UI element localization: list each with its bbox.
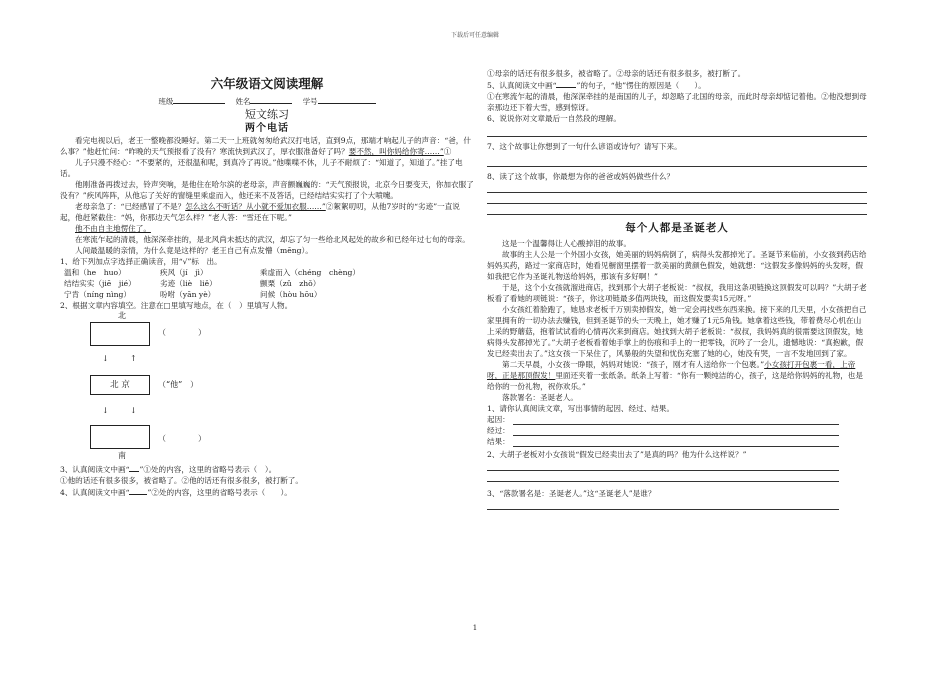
question-5-options: ①在寒流乍起的清晨，他深深牵挂的是南国的儿子，却忽略了北国的母亲，而此时母亲却惦记着他。②他没想到母亲那边还下着大雪，感到惊讶。 — [487, 92, 867, 112]
story-paragraph: 人间最温暖的亲情，为什么竟是这样的？老王自己有点发懵（mēng）。 — [75, 246, 313, 255]
answer-line[interactable] — [487, 182, 867, 193]
pinyin-item[interactable]: 乘虚而入（chéng chèng） — [260, 268, 360, 277]
answer-line[interactable] — [513, 438, 839, 447]
beijing-label: 北 京 — [110, 380, 130, 390]
question-5: 5、认真阅读文中画“ ”的句子，“他”愣住的原因是（ ）。 — [487, 81, 706, 90]
story2-paragraph: 于是，这个小女孩就溜进商店，找到那个大胡子老板说：“叔叔，我用这条项链换这顶假发可以吗？”大胡子老板看了看她的项链说：“孩子，你这项链最多值两块钱，而这假发要卖15元呀。” — [487, 283, 867, 303]
story-paragraph: 他刚准备再拨过去，铃声突响，是他住在哈尔滨的老母亲，声音颤巍巍的：“天气预报说，北京今日要变天，你加衣服了没有？”疾风阵阵，从他忘了关好的窗缝里乘虚而入，他还来不及答话，已经结结实实打了个大喷嚏。 — [60, 180, 474, 200]
south-person-paren[interactable]: （ ） — [158, 434, 206, 443]
pinyin-item[interactable]: 疾风（jí jì） — [160, 268, 208, 277]
name-label: 姓名 — [235, 97, 251, 106]
question-7: 7、这个故事让你想到了一句什么谚语或诗句？请写下来。 — [487, 142, 682, 151]
question-6: 6、说说你对文章最后一自然段的理解。 — [487, 114, 621, 123]
answer-line[interactable] — [513, 427, 839, 436]
story-paragraph: 儿子只漫不经心：“不要紧的，还很温和呢，到真冷了再说。”他喋喋不休，儿子不耐烦了：“知道了，知道了。”挂了电话。 — [60, 158, 463, 178]
story-body — [60, 135, 474, 256]
answer-line[interactable] — [487, 471, 839, 482]
south-box[interactable] — [90, 425, 150, 449]
answer-row-result: 结果： — [487, 436, 867, 447]
page-number: 1 — [472, 624, 478, 632]
class-input[interactable] — [173, 95, 225, 104]
answer-row-process: 经过： — [487, 425, 867, 436]
story-paragraph: 看完电视以后，老王一整晚都没睡好。第二天一上班就匆匆给武汉打电话，直到9点，那端才响起儿子的声音：“爸，什么事？”他赶忙问：“昨晚的天气预报看了没有？寒流快到武汉了，厚衣服准备好了吗？要不然，叫你妈给你寄……”① — [60, 136, 471, 156]
class-info-line — [60, 95, 474, 107]
answer-line[interactable] — [487, 204, 867, 215]
arrow-up-icon: ↑ — [130, 354, 137, 363]
story-paragraph: 老母亲急了：“已经感冒了不是？怎么这么不听话？从小就不爱加衣服……”②絮絮叨叨，从他7岁时的“劣迹”一直说起，他赶紧截住：“妈，你那边天气怎么样？”老人答：“雪还在下呢。” — [60, 202, 460, 222]
pinyin-item[interactable]: 结结实实（jiē jié） — [64, 279, 136, 288]
header-note: 下载后可任意编辑 — [450, 32, 499, 39]
answer-line[interactable] — [487, 460, 839, 471]
question-4: 4、认真阅读文中画“ ”②处的内容，这里的省略号表示（ ）。 — [60, 488, 292, 497]
answer-row-cause: 起因： — [487, 414, 867, 425]
section-title: 短文练习 — [245, 108, 289, 121]
north-box[interactable] — [90, 322, 150, 346]
right-column — [487, 68, 867, 510]
id-label: 学号 — [302, 97, 318, 106]
pinyin-item[interactable]: 温和（he huo） — [64, 268, 126, 277]
story2-question-1: 1、请你认真阅读文章，写出事情的起因、经过、结果。 — [487, 404, 675, 413]
story2-body — [487, 238, 867, 403]
pinyin-item[interactable]: 宁肯（níng nìng） — [64, 290, 131, 299]
story-title: 两个电话 — [245, 123, 289, 134]
answer-line[interactable] — [487, 193, 867, 204]
question-8: 8、读了这个故事，你最想为你的爸爸或妈妈做些什么？ — [487, 172, 675, 181]
pinyin-item[interactable]: 劣迹（liè liě） — [160, 279, 217, 288]
story2-paragraph: 小女孩红着脸跑了，她恳求老板千万别卖掉假发，她一定会再找些东西来换。接下来的几天里，小女孩把自己家里拥有的一切办法去赚钱，但到圣诞节的头一天晚上，她才赚了1元5角钱。她拿着这些钱，带着费尽心机在山上采的野蘑菇，抱着试试看的心情再次来到商店。她找到大胡子老板说：“叔叔，我妈妈真的很需要这顶假发，她病得头发都掉光了。”大胡子老板看着她手掌上的伤痕和手上的一把零钱，沉吟了一会儿，遗憾地说：“真抱歉，假发已经卖出去了。”这女孩一下呆住了，风暴般的失望和忧伤充塞了她的心，她没有哭，一言不发地回到了家。 — [487, 305, 867, 358]
question-1: 1、给下列加点字选择正确读音，用“√”标 出。 — [60, 257, 222, 266]
arrow-down-icon: ↓ — [102, 406, 109, 415]
question-2: 2、根据文章内容填空。注意在□里填写地点，在（ ）里填写人物。 — [60, 301, 293, 310]
story2-paragraph: 这是一个温馨得让人心酸掉泪的故事。 — [502, 239, 632, 248]
story2-paragraph: 故事的主人公是一个外国小女孩，她美丽的妈妈病倒了，病得头发都掉光了。圣诞节来临前，小女孩到药店给妈妈买药，路过一家商店时，她看见橱窗里摆着一款美丽的黄颜色假发，她就想：“这假发多像妈妈的头发呀，假如我把它作为圣诞礼物送给妈妈，那该有多好啊！” — [487, 250, 867, 281]
arrow-down-icon: ↓ — [130, 406, 137, 415]
story2-question-2: 2、大胡子老板对小女孩说“假发已经卖出去了”是真的吗？他为什么这样说？” — [487, 450, 747, 459]
page-title: 六年级语文阅读理解 — [210, 76, 324, 91]
class-label: 班级 — [158, 97, 174, 106]
id-input[interactable] — [318, 95, 376, 104]
answer-line[interactable] — [487, 126, 867, 137]
pinyin-grid — [64, 267, 474, 300]
arrow-down-icon: ↓ — [102, 354, 109, 363]
pinyin-item[interactable]: 颤栗（zǔ zhǒ） — [260, 279, 321, 288]
pinyin-item[interactable]: 吩咐（yān yè） — [160, 290, 216, 299]
story2-paragraph: 落款署名：圣诞老人。 — [502, 393, 578, 402]
story2-paragraph: 第二天早晨，小女孩一睁眼，妈妈对她说：“孩子，刚才有人送给你一个包裹。”小女孩打开包裹一看，上帝呀，正是那顶假发！里面还夹着一张纸条。纸条上写着：“你有一颗纯洁的心，孩子，这是给你妈妈的礼物，也是给你的一份礼物，祝你欢乐。” — [487, 360, 863, 391]
story-paragraph: 在寒流乍起的清晨，他深深牵挂的，是北风尚未抵达的武汉，却忘了匀一些给北风起处的故乡和已经年过七旬的母亲。 — [75, 235, 470, 244]
question-4-options: ①母亲的话还有很多很多，被省略了。②母亲的话还有很多很多，被打断了。 — [487, 69, 746, 78]
north-label: 北 — [118, 311, 126, 320]
left-column — [60, 66, 474, 495]
he-label: （“他” ） — [158, 380, 199, 389]
story2-title: 每个人都是圣诞老人 — [625, 222, 729, 234]
location-diagram — [60, 313, 474, 495]
pinyin-item[interactable]: 问候（hòu hōu） — [260, 290, 322, 299]
north-person-paren[interactable]: （ ） — [158, 328, 206, 337]
answer-line[interactable] — [487, 499, 839, 510]
story2-question-3: 3、“落款署名是：圣诞老人。”这“圣诞老人”是谁？ — [487, 489, 656, 498]
answer-line[interactable] — [513, 416, 839, 425]
name-input[interactable] — [250, 95, 292, 104]
south-label: 南 — [118, 451, 126, 460]
story-paragraph: 他不由自主地愣住了。 — [75, 224, 151, 233]
question-3-options: ①他的话还有很多很多，被省略了。②他的话还有很多很多，被打断了。 — [60, 476, 303, 485]
question-3: 3、认真阅读文中画“ ”①处的内容，这里的省略号表示（ ）。 — [60, 465, 277, 474]
beijing-box — [90, 375, 150, 395]
answer-line[interactable] — [487, 156, 867, 167]
